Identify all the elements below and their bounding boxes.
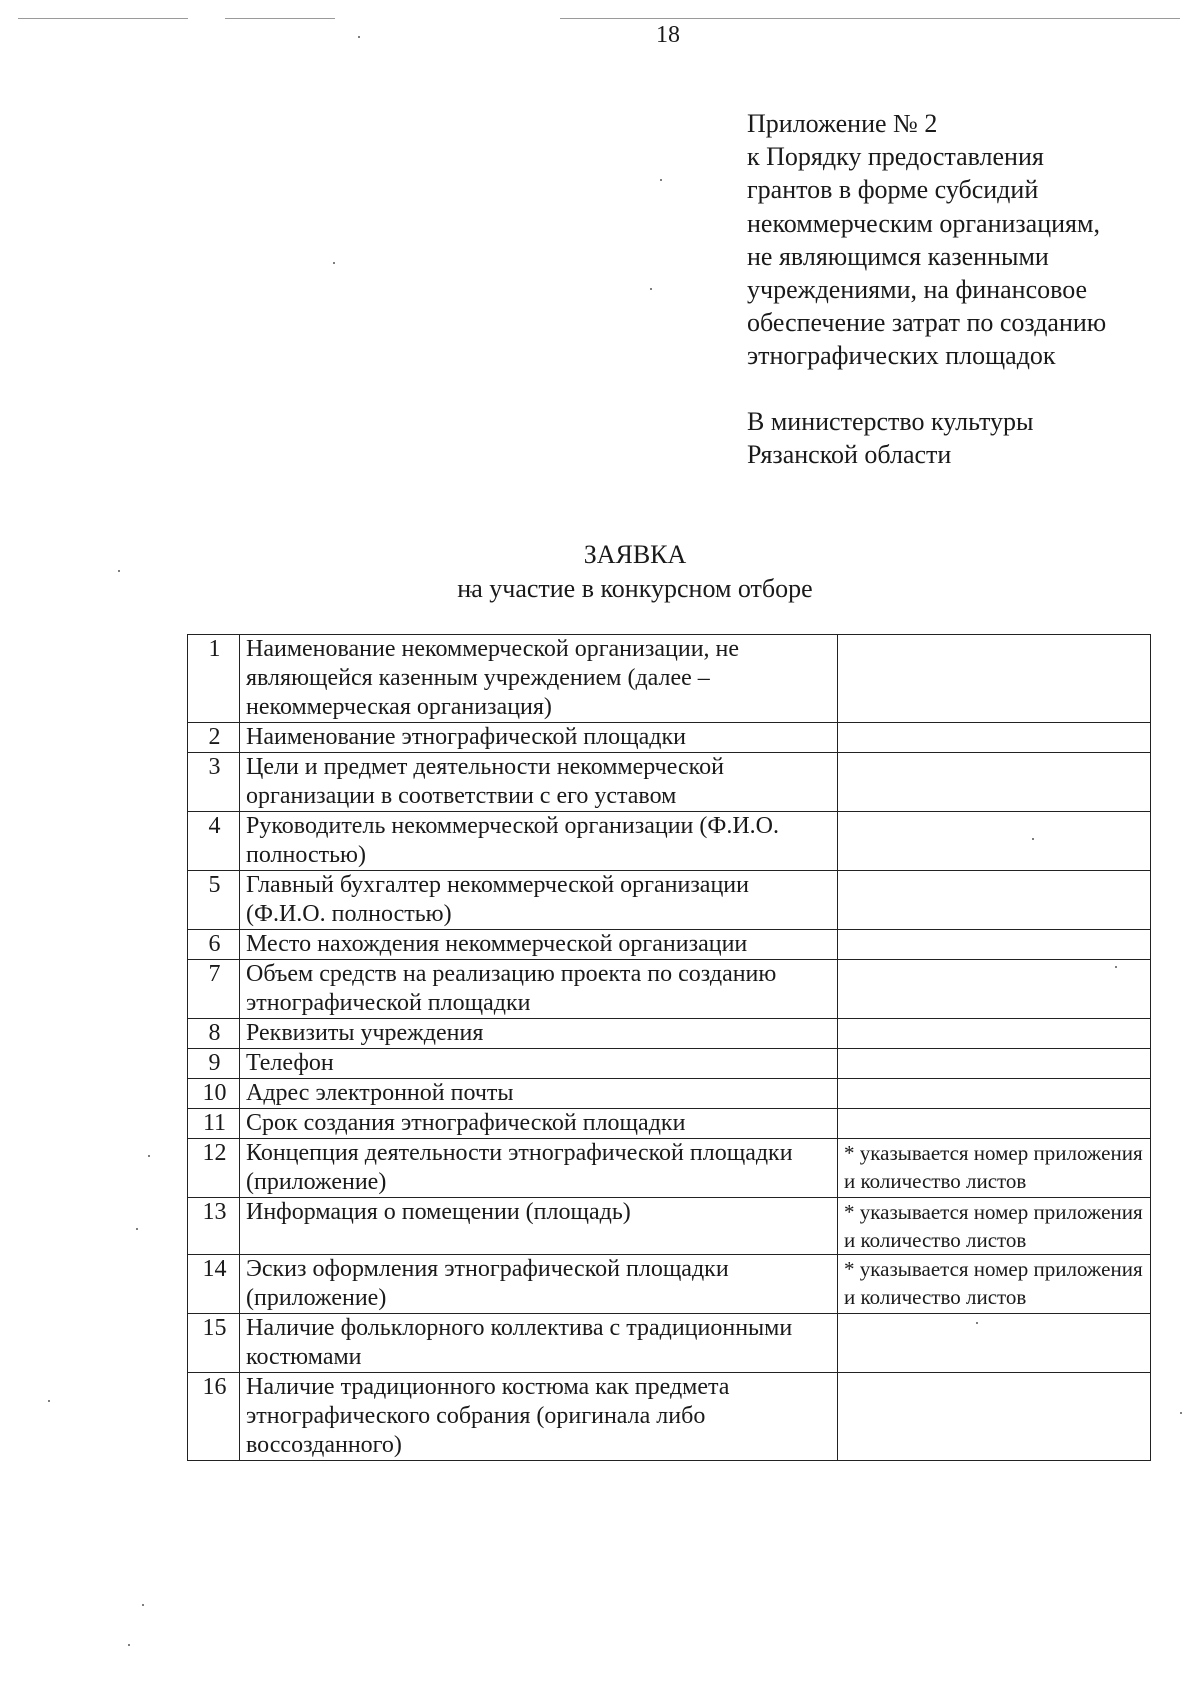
- appendix-line: грантов в форме субсидий: [747, 175, 1039, 205]
- scan-speck: [142, 1604, 144, 1606]
- row-value-cell: [838, 1373, 1151, 1461]
- row-value-note: * указывается номер приложения и количество листов: [838, 1139, 1151, 1198]
- scan-speck: [148, 1155, 150, 1157]
- row-parameter: Наличие традиционного костюма как предмета этнографического собрания (оригинала либо воссозданного): [240, 1373, 838, 1461]
- row-parameter: Цели и предмет деятельности некоммерческой организации в соответствии с его уставом: [240, 753, 838, 812]
- row-number: 14: [188, 1255, 240, 1314]
- row-parameter: Наличие фольклорного коллектива с традиционными костюмами: [240, 1314, 838, 1373]
- table-row: [188, 1314, 1151, 1373]
- scan-speck: [660, 179, 662, 181]
- row-number: 12: [188, 1139, 240, 1198]
- appendix-line: обеспечение затрат по созданию: [747, 308, 1107, 338]
- row-parameter: Наименование некоммерческой организации, не являющейся казенным учреждением (далее – некоммерческая организация): [240, 635, 838, 723]
- row-value-cell: [838, 930, 1151, 960]
- row-parameter: Информация о помещении (площадь): [240, 1198, 838, 1255]
- row-value-note: * указывается номер приложения и количество листов: [838, 1198, 1151, 1255]
- row-value-cell: [838, 1109, 1151, 1139]
- table-row: [188, 1109, 1151, 1139]
- row-number: 5: [188, 871, 240, 930]
- row-value-cell: [838, 960, 1151, 1019]
- appendix-line: некоммерческим организациям,: [747, 208, 1100, 238]
- table-row: [188, 1139, 1151, 1198]
- table-row: [188, 960, 1151, 1019]
- row-number: 7: [188, 960, 240, 1019]
- row-parameter: Место нахождения некоммерческой организации: [240, 930, 838, 960]
- appendix-line: учреждениями, на финансовое: [747, 275, 1088, 305]
- scan-speck: [128, 1644, 130, 1646]
- table-row: [188, 930, 1151, 960]
- row-number: 9: [188, 1049, 240, 1079]
- table-row: [188, 1079, 1151, 1109]
- appendix-line: не являющимся казенными: [747, 241, 1049, 271]
- row-parameter: Главный бухгалтер некоммерческой организации (Ф.И.О. полностью): [240, 871, 838, 930]
- row-number: 11: [188, 1109, 240, 1139]
- row-parameter: Срок создания этнографической площадки: [240, 1109, 838, 1139]
- row-parameter: Телефон: [240, 1049, 838, 1079]
- row-parameter: Эскиз оформления этнографической площадки (приложение): [240, 1255, 838, 1314]
- row-number: 6: [188, 930, 240, 960]
- row-number: 10: [188, 1079, 240, 1109]
- scan-speck: [333, 262, 335, 264]
- row-value-cell: [838, 1049, 1151, 1079]
- table-row: [188, 635, 1151, 723]
- row-parameter: Объем средств на реализацию проекта по созданию этнографической площадки: [240, 960, 838, 1019]
- row-number: 2: [188, 723, 240, 753]
- scan-speck: [48, 1400, 50, 1402]
- row-parameter: Концепция деятельности этнографической площадки (приложение): [240, 1139, 838, 1198]
- appendix-line: этнографических площадок: [747, 341, 1056, 371]
- table-row: [188, 1049, 1151, 1079]
- row-number: 4: [188, 812, 240, 871]
- scan-speck: [1180, 1412, 1182, 1414]
- title-heading: ЗАЯВКА: [583, 540, 687, 569]
- row-value-cell: [838, 723, 1151, 753]
- page-number: 18: [656, 22, 680, 48]
- appendix-line: к Порядку предоставления: [747, 142, 1044, 172]
- row-parameter: Адрес электронной почты: [240, 1079, 838, 1109]
- scan-edge-line: [560, 18, 1180, 19]
- row-number: 16: [188, 1373, 240, 1461]
- row-value-cell: [838, 1019, 1151, 1049]
- scan-edge-line: [18, 18, 188, 19]
- row-number: 1: [188, 635, 240, 723]
- table-row: [188, 1255, 1151, 1314]
- row-value-cell: [838, 635, 1151, 723]
- document-title: [0, 538, 1200, 606]
- row-parameter: Наименование этнографической площадки: [240, 723, 838, 753]
- table-row: [188, 1198, 1151, 1255]
- scan-speck: [650, 288, 652, 290]
- table-row: [188, 723, 1151, 753]
- table-row: [188, 753, 1151, 812]
- row-number: 8: [188, 1019, 240, 1049]
- row-number: 15: [188, 1314, 240, 1373]
- title-subheading: на участие в конкурсном отборе: [457, 574, 813, 603]
- table-row: [188, 871, 1151, 930]
- row-parameter: Руководитель некоммерческой организации (Ф.И.О. полностью): [240, 812, 838, 871]
- row-value-cell: [838, 812, 1151, 871]
- scan-speck: [136, 1228, 138, 1230]
- row-number: 3: [188, 753, 240, 812]
- row-value-cell: [838, 1314, 1151, 1373]
- row-value-note: * указывается номер приложения и количество листов: [838, 1255, 1151, 1314]
- application-table: [187, 634, 1151, 1461]
- table-row: [188, 1019, 1151, 1049]
- row-value-cell: [838, 753, 1151, 812]
- row-value-cell: [838, 871, 1151, 930]
- scan-edge-line: [225, 18, 335, 19]
- row-value-cell: [838, 1079, 1151, 1109]
- appendix-line: Приложение № 2: [747, 109, 938, 138]
- row-number: 13: [188, 1198, 240, 1255]
- addressee-block: [747, 405, 1033, 471]
- row-parameter: Реквизиты учреждения: [240, 1019, 838, 1049]
- table-row: [188, 1373, 1151, 1461]
- table-row: [188, 812, 1151, 871]
- appendix-header: [747, 107, 1106, 373]
- addressee-line: В министерство культуры: [747, 407, 1034, 436]
- addressee-line: Рязанской области: [747, 440, 952, 469]
